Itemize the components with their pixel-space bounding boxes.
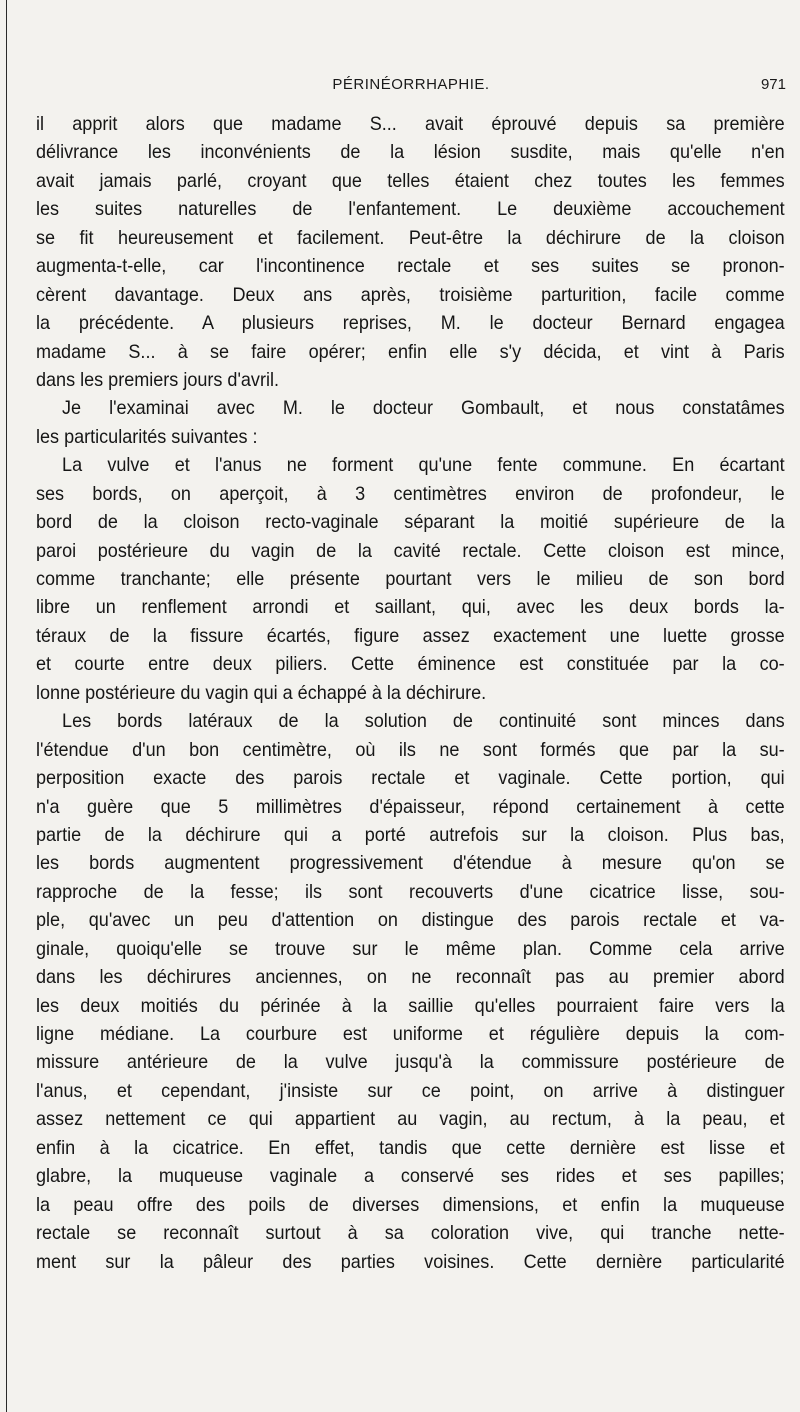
text-line: l'étendue d'un bon centimètre, où ils ne sont formés que par la su-: [36, 738, 785, 761]
text-line: ple, qu'avec un peu d'attention on distingue des parois rectale et va-: [36, 909, 785, 932]
page-number: 971: [760, 76, 786, 93]
text-line: les particularités suivantes :: [36, 425, 258, 448]
page-header: [36, 76, 786, 100]
text-line: madame S... à se faire opérer; enfin elle s'y décida, et vint à Paris: [36, 340, 785, 363]
text-line: avait jamais parlé, croyant que telles étaient chez toutes les femmes: [36, 169, 785, 192]
text-line: ment sur la pâleur des parties voisines. Cette dernière particularité: [36, 1250, 785, 1273]
text-line: et courte entre deux piliers. Cette éminence est constituée par la co-: [36, 653, 785, 676]
text-line: la peau offre des poils de diverses dimensions, et enfin la muqueuse: [36, 1193, 785, 1216]
text-line: La vulve et l'anus ne forment qu'une fente commune. En écartant: [62, 454, 785, 477]
text-line: les bords augmentent progressivement d'étendue à mesure qu'on se: [36, 852, 785, 875]
text-line: enfin à la cicatrice. En effet, tandis que cette dernière est lisse et: [36, 1136, 785, 1159]
text-line: dans les déchirures anciennes, on ne reconnaît pas au premier abord: [36, 966, 785, 989]
text-line: missure antérieure de la vulve jusqu'à la commissure postérieure de: [36, 1051, 785, 1074]
text-line: les suites naturelles de l'enfantement. Le deuxième accouchement: [36, 198, 785, 221]
text-line: libre un renflement arrondi et saillant, qui, avec les deux bords la-: [36, 596, 785, 619]
body-text: [36, 110, 785, 1276]
text-line: ligne médiane. La courbure est uniforme et régulière depuis la com-: [36, 1023, 785, 1045]
text-line: la précédente. A plusieurs reprises, M. le docteur Bernard engagea: [36, 312, 785, 335]
text-line: comme tranchante; elle présente pourtant vers le milieu de son bord: [36, 568, 785, 590]
text-line: n'a guère que 5 millimètres d'épaisseur, répond certainement à cette: [36, 795, 785, 818]
text-line: paroi postérieure du vagin de la cavité rectale. Cette cloison est mince,: [36, 539, 785, 562]
text-line: rectale se reconnaît surtout à sa coloration vive, qui tranche nette-: [36, 1222, 785, 1245]
text-line: Les bords latéraux de la solution de continuité sont minces dans: [62, 710, 785, 733]
text-line: délivrance les inconvénients de la lésion susdite, mais qu'elle n'en: [36, 141, 785, 164]
text-line: partie de la déchirure qui a porté autrefois sur la cloison. Plus bas,: [36, 823, 785, 846]
running-title: PÉRINÉORRHAPHIE.: [332, 76, 490, 93]
text-line: perposition exacte des parois rectale et vaginale. Cette portion, qui: [36, 767, 785, 790]
text-line: ginale, quoiqu'elle se trouve sur le même plan. Comme cela arrive: [36, 937, 785, 960]
text-line: bord de la cloison recto-vaginale séparant la moitié supérieure de la: [36, 511, 785, 534]
text-line: augmenta-t-elle, car l'incontinence rectale et ses suites se pronon-: [36, 255, 785, 278]
text-line: lonne postérieure du vagin qui a échappé à la déchirure.: [36, 681, 487, 704]
text-line: l'anus, et cependant, j'insiste sur ce point, on arrive à distinguer: [36, 1079, 785, 1102]
text-line: se fit heureusement et facilement. Peut-être la déchirure de la cloison: [36, 226, 785, 249]
page-edge-rule: [6, 0, 7, 1412]
text-line: il apprit alors que madame S... avait éprouvé depuis sa première: [36, 113, 785, 135]
text-line: glabre, la muqueuse vaginale a conservé ses rides et ses papilles;: [36, 1165, 785, 1188]
text-line: cèrent davantage. Deux ans après, troisième parturition, facile comme: [36, 283, 785, 306]
text-line: assez nettement ce qui appartient au vagin, au rectum, à la peau, et: [36, 1108, 785, 1131]
text-line: dans les premiers jours d'avril.: [36, 368, 279, 391]
text-line: rapproche de la fesse; ils sont recouverts d'une cicatrice lisse, sou-: [36, 880, 785, 903]
text-line: Je l'examinai avec M. le docteur Gombault, et nous constatâmes: [62, 397, 785, 420]
text-line: ses bords, on aperçoit, à 3 centimètres environ de profondeur, le: [36, 482, 785, 505]
text-line: téraux de la fissure écartés, figure assez exactement une luette grosse: [36, 624, 785, 647]
text-line: les deux moitiés du périnée à la saillie qu'elles pourraient faire vers la: [36, 994, 785, 1017]
